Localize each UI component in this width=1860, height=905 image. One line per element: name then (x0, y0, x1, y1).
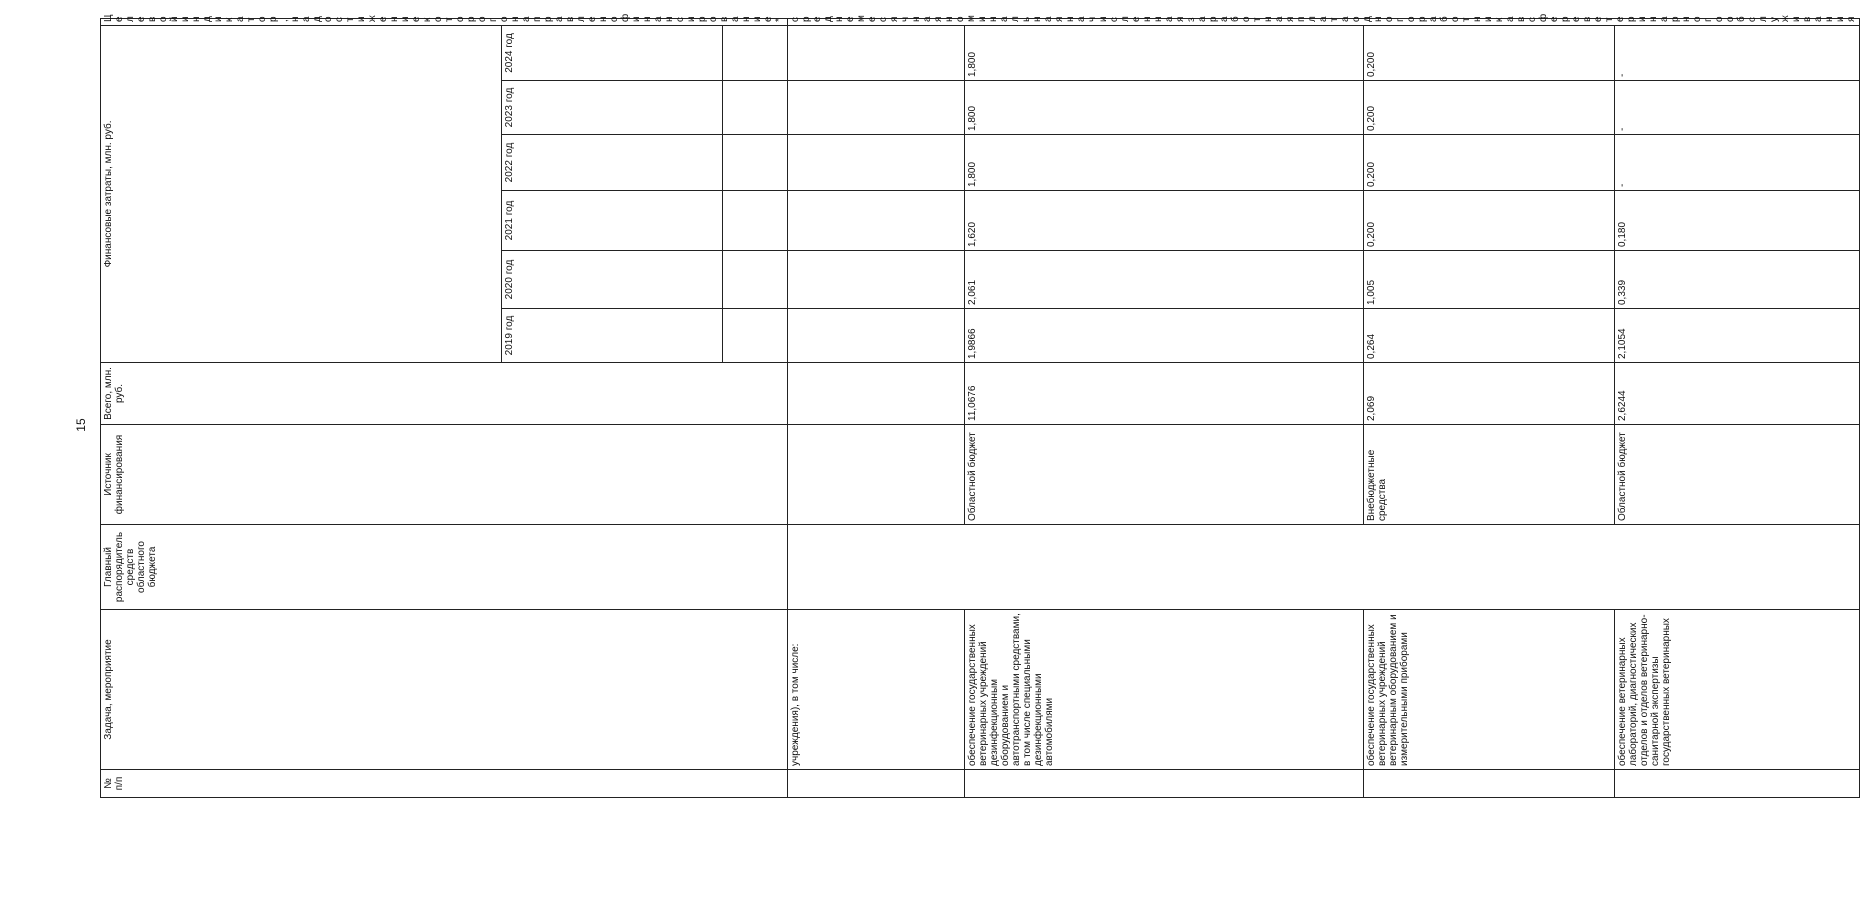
header-source: Источник финансирования (101, 425, 788, 525)
cell-2022: 1,800 (965, 135, 1364, 191)
header-indicator: Целевой индикатор, на достижение которого направлено финансирование* (101, 19, 788, 26)
cell-2019: 0,264 (1363, 309, 1615, 363)
table-row (1615, 19, 1860, 798)
cell-2019 (788, 309, 965, 363)
table-row (965, 19, 1364, 798)
cell-manager (788, 525, 1860, 610)
cell-2019: 2,1054 (1615, 309, 1860, 363)
header-year-2024: 2024 год (501, 25, 722, 80)
header-year-2019: 2019 год (501, 309, 722, 363)
header-spacer-cell (722, 81, 787, 135)
cell-2021: 0,180 (1615, 191, 1860, 251)
header-row (101, 19, 502, 798)
cell-2021: 0,200 (1363, 191, 1615, 251)
cell-source: Областной бюджет (965, 425, 1364, 525)
cell-task: обеспечение ветеринарных лабораторий, диагностических отделов и отделов ветеринарно-санитарной экспертизы государственных ветеринарных (1615, 610, 1860, 770)
cell-2021: 1,620 (965, 191, 1364, 251)
cell-no (788, 770, 965, 798)
cell-total (788, 363, 965, 425)
rotated-table-container (100, 13, 1857, 798)
cell-no (965, 770, 1364, 798)
cell-total: 2,6244 (1615, 363, 1860, 425)
header-spacer-cell (722, 191, 787, 251)
cell-indicator: среднемесячная номинальная начисленная заработная плата одного работника в сфере ветеринарного обслуживания (788, 19, 1860, 26)
header-spacer-cell (722, 251, 787, 309)
cell-2023: - (1615, 81, 1860, 135)
cell-2023 (788, 81, 965, 135)
cell-2024: 0,200 (1363, 25, 1615, 80)
cell-source (788, 425, 965, 525)
cell-task: обеспечение государственных ветеринарных учреждений дезинфекционным оборудованием и автотранспортными средствами, в том числе специальными дезинфекционными автомобилями (965, 610, 1364, 770)
cell-2023: 0,200 (1363, 81, 1615, 135)
cell-2022: - (1615, 135, 1860, 191)
header-year-2023: 2023 год (501, 81, 722, 135)
header-costs: Финансовые затраты, млн. руб. (101, 25, 502, 362)
header-year-2020: 2020 год (501, 251, 722, 309)
cell-no (1615, 770, 1860, 798)
page-number: 15 (74, 418, 88, 432)
cell-2020 (788, 251, 965, 309)
cell-task: учреждения), в том числе: (788, 610, 965, 770)
cell-2024 (788, 25, 965, 80)
cell-total: 11,0676 (965, 363, 1364, 425)
header-year-2021: 2021 год (501, 191, 722, 251)
header-total: Всего, млн. руб. (101, 363, 788, 425)
cell-2019: 1,9866 (965, 309, 1364, 363)
cell-source: Внебюджетные средства (1363, 425, 1615, 525)
cell-total: 2,069 (1363, 363, 1615, 425)
header-task: Задача, мероприятие (101, 610, 788, 770)
cell-2021 (788, 191, 965, 251)
header-year-2022: 2022 год (501, 135, 722, 191)
cell-task: обеспечение государственных ветеринарных учреждений ветеринарным оборудованием и измерительными приборами (1363, 610, 1615, 770)
cell-2020: 1,005 (1363, 251, 1615, 309)
cell-2020: 0,339 (1615, 251, 1860, 309)
cell-2022 (788, 135, 965, 191)
header-spacer-cell (722, 135, 787, 191)
cell-no (1363, 770, 1615, 798)
header-spacer-cell (722, 25, 787, 80)
cell-2024: 1,800 (965, 25, 1364, 80)
cell-2023: 1,800 (965, 81, 1364, 135)
header-manager: Главный распорядитель средств областного бюджета (101, 525, 788, 610)
cell-2022: 0,200 (1363, 135, 1615, 191)
cell-2024: - (1615, 25, 1860, 80)
cell-2020: 2,061 (965, 251, 1364, 309)
header-no: № п/п (101, 770, 788, 798)
cell-source: Областной бюджет (1615, 425, 1860, 525)
table-row (1363, 19, 1615, 798)
table-row (788, 19, 965, 798)
financing-table (100, 13, 1860, 798)
header-spacer-cell (722, 309, 787, 363)
